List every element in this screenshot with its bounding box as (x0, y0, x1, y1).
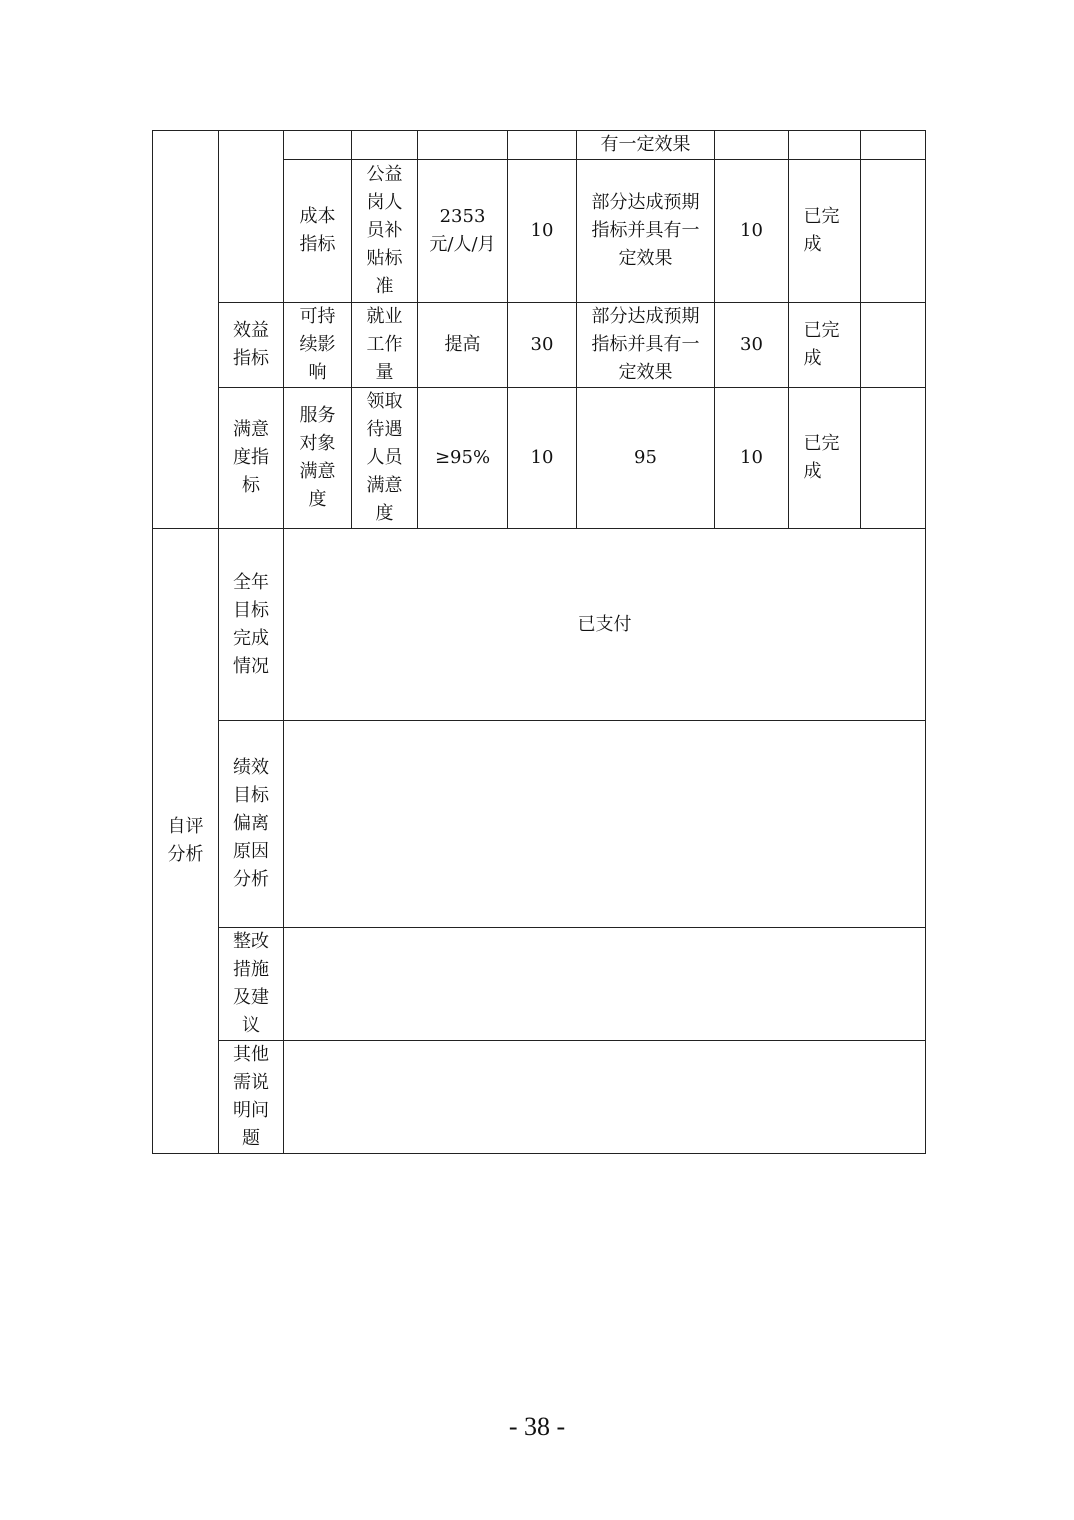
table-row (153, 1041, 926, 1154)
score-cell: 10 (715, 388, 789, 529)
tertiary-indicator-cell (352, 160, 418, 303)
weight-cell: 10 (508, 388, 577, 529)
score-cell: 10 (715, 160, 789, 303)
other-issues-label: 其他需说明问题 (233, 1044, 269, 1149)
self-eval-label-cell (153, 529, 219, 1154)
deviation-analysis-label-cell (219, 721, 284, 928)
secondary-category-cell (219, 303, 284, 388)
status-cell (789, 303, 861, 388)
rectification-label-cell (219, 928, 284, 1041)
actual-value: 部分达成预期指标并具有一定效果 (591, 192, 700, 269)
actual-value-cell (577, 160, 715, 303)
performance-table (152, 130, 926, 1154)
weight-cell: 30 (508, 303, 577, 388)
deviation-analysis-label: 绩效目标偏离原因分析 (233, 757, 269, 890)
empty-cell (715, 131, 789, 160)
weight-cell: 10 (508, 160, 577, 303)
empty-cell (508, 131, 577, 160)
empty-cell (861, 303, 926, 388)
empty-cell (789, 131, 861, 160)
table-row (153, 721, 926, 928)
primary-category-cell-continued (153, 131, 219, 529)
secondary-category-label: 效益指标 (233, 320, 269, 369)
tertiary-indicator-label: 就业工作量 (366, 306, 403, 383)
secondary-indicator-cell (284, 160, 352, 303)
target-value: 2353 元/人/月 (429, 206, 496, 255)
actual-value: 部分达成预期指标并具有一定效果 (591, 306, 700, 383)
deviation-analysis-content (284, 721, 926, 928)
self-eval-label: 自评分析 (167, 816, 204, 865)
actual-value-cell: 95 (577, 388, 715, 529)
secondary-indicator-label: 可持续影响 (299, 306, 336, 383)
empty-cell (861, 131, 926, 160)
tertiary-indicator-label: 公益岗人员补贴标准 (366, 164, 403, 297)
empty-cell (861, 388, 926, 529)
empty-cell (284, 131, 352, 160)
secondary-indicator-cell (284, 303, 352, 388)
status-text: 已完成 (803, 433, 840, 482)
annual-completion-content: 已支付 (284, 529, 926, 721)
tertiary-indicator-cell (352, 388, 418, 529)
status-cell (789, 388, 861, 529)
table-row (153, 928, 926, 1041)
table-row (153, 529, 926, 721)
page-number: - 38 - (508, 1412, 566, 1441)
status-text: 已完成 (803, 320, 840, 369)
target-value-cell: 提高 (418, 303, 508, 388)
target-value-cell (418, 160, 508, 303)
actual-value-cell (577, 303, 715, 388)
secondary-indicator-label: 成本指标 (299, 206, 336, 255)
tertiary-indicator-label: 领取待遇人员满意度 (366, 391, 403, 524)
status-text: 已完成 (803, 206, 840, 255)
table-row (153, 303, 926, 388)
annual-completion-label-cell (219, 529, 284, 721)
empty-cell (861, 160, 926, 303)
table-row (153, 388, 926, 529)
secondary-indicator-label: 服务对象满意度 (299, 405, 336, 510)
other-issues-content (284, 1041, 926, 1154)
secondary-category-cell (219, 388, 284, 529)
empty-cell (418, 131, 508, 160)
status-cell (789, 160, 861, 303)
empty-cell (352, 131, 418, 160)
table-row (153, 131, 926, 160)
secondary-indicator-cell (284, 388, 352, 529)
rectification-label: 整改措施及建议 (233, 931, 269, 1036)
actual-value-cell: 有一定效果 (577, 131, 715, 160)
rectification-content (284, 928, 926, 1041)
tertiary-indicator-cell (352, 303, 418, 388)
other-issues-label-cell (219, 1041, 284, 1154)
score-cell: 30 (715, 303, 789, 388)
secondary-category-cell-continued (219, 131, 284, 303)
secondary-category-label: 满意度指标 (233, 419, 269, 496)
annual-completion-label: 全年目标完成情况 (233, 571, 269, 677)
target-value-cell: ≥95% (418, 388, 508, 529)
